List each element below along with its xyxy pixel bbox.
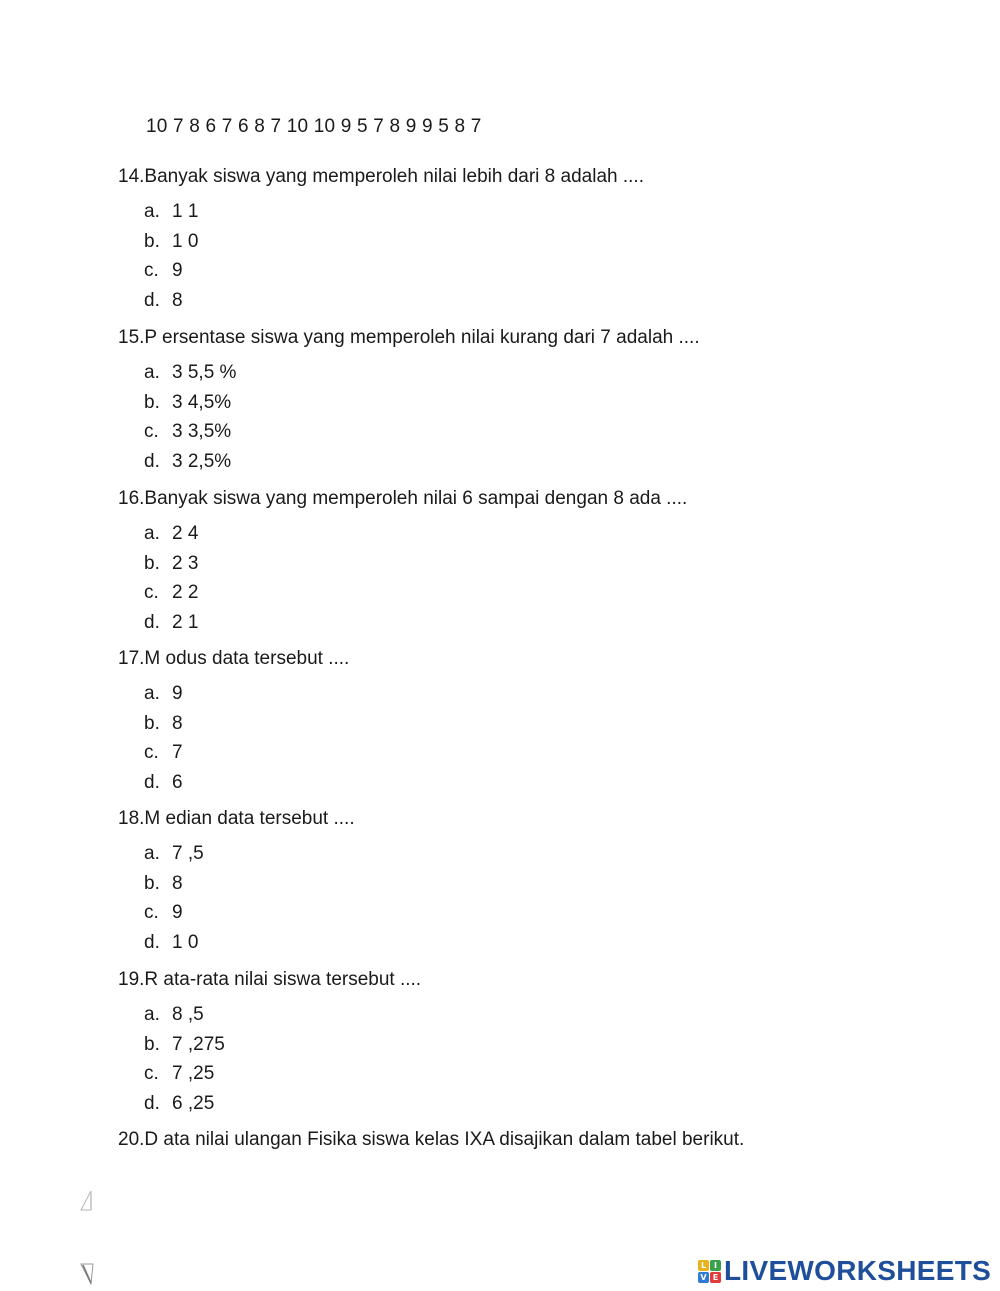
option-b[interactable]: b. 8	[118, 869, 918, 899]
data-values-line: 10 7 8 6 7 6 8 7 10 10 9 5 7 8 9 9 5 8 7	[146, 116, 482, 137]
question-number: 16.	[118, 488, 145, 509]
question-19	[118, 968, 918, 1118]
option-d[interactable]: d. 2 1	[118, 608, 918, 638]
option-b[interactable]: b. 3 4,5%	[118, 388, 918, 418]
option-text: 8	[172, 872, 183, 894]
option-text: 2 3	[172, 552, 199, 574]
page-corner-mark-icon	[80, 1190, 94, 1212]
option-text: 1 0	[172, 230, 199, 252]
question-text: M edian data tersebut ....	[144, 808, 355, 829]
page-corner-mark-icon	[80, 1263, 94, 1285]
question-text: Banyak siswa yang memperoleh nilai lebih dari 8 adalah ....	[144, 166, 644, 187]
option-b[interactable]: b. 2 3	[118, 549, 918, 579]
option-c[interactable]: c. 7	[118, 738, 918, 768]
options-list	[118, 679, 918, 797]
option-d[interactable]: d. 1 0	[118, 928, 918, 958]
option-text: 1 0	[172, 931, 199, 953]
question-number: 18.	[118, 808, 145, 829]
option-text: 3 5,5 %	[172, 362, 237, 383]
option-text: 7 ,275	[172, 1033, 225, 1055]
question-number: 20.	[118, 1129, 145, 1150]
question-number: 19.	[118, 969, 145, 990]
options-list	[118, 839, 918, 957]
option-a[interactable]: a. 1 1	[118, 197, 918, 227]
question-17	[118, 647, 918, 797]
option-d[interactable]: d. 6 ,25	[118, 1089, 918, 1119]
option-text: 3 3,5%	[172, 421, 232, 443]
option-text: 8	[172, 289, 183, 311]
option-text: 9	[172, 683, 183, 704]
question-number: 14.	[118, 166, 145, 187]
option-text: 3 4,5%	[172, 391, 232, 413]
option-a[interactable]: a. 8 ,5	[118, 1000, 918, 1030]
options-list	[118, 358, 918, 476]
option-a[interactable]: a. 7 ,5	[118, 839, 918, 869]
option-c[interactable]: c. 9	[118, 898, 918, 928]
question-text: R ata-rata nilai siswa tersebut ....	[144, 969, 422, 990]
options-list	[118, 197, 918, 315]
logo-text: LIVEWORKSHEETS	[724, 1255, 992, 1286]
question-16	[118, 487, 918, 637]
question-text: Banyak siswa yang memperoleh nilai 6 sampai dengan 8 ada ....	[144, 488, 688, 509]
option-text: 2 1	[172, 611, 199, 633]
option-text: 8	[172, 712, 183, 734]
question-15	[118, 326, 918, 476]
option-b[interactable]: b. 8	[118, 709, 918, 739]
option-text: 2 2	[172, 582, 199, 604]
question-20	[118, 1128, 918, 1152]
option-a[interactable]: a. 9	[118, 679, 918, 709]
option-d[interactable]: d. 8	[118, 286, 918, 316]
option-c[interactable]: c. 2 2	[118, 578, 918, 608]
option-text: 7	[172, 742, 183, 764]
option-text: 6 ,25	[172, 1092, 215, 1114]
option-text: 2 4	[172, 523, 199, 544]
option-b[interactable]: b. 7 ,275	[118, 1030, 918, 1060]
options-list	[118, 519, 918, 637]
liveworksheets-logo[interactable]	[698, 1255, 991, 1287]
option-text: 6	[172, 771, 183, 793]
option-a[interactable]: a. 3 5,5 %	[118, 358, 918, 388]
logo-blocks-icon: L I V E	[698, 1260, 721, 1283]
option-text: 9	[172, 260, 183, 282]
option-c[interactable]: c. 7 ,25	[118, 1059, 918, 1089]
option-c[interactable]: c. 3 3,5%	[118, 417, 918, 447]
option-text: 8 ,5	[172, 1004, 204, 1025]
question-number: 17.	[118, 648, 145, 669]
question-text: M odus data tersebut ....	[144, 648, 350, 669]
option-text: 7 ,25	[172, 1063, 215, 1085]
option-text: 3 2,5%	[172, 450, 232, 472]
question-number: 15.	[118, 327, 145, 348]
option-b[interactable]: b. 1 0	[118, 227, 918, 257]
options-list	[118, 1000, 918, 1118]
option-text: 9	[172, 902, 183, 924]
option-d[interactable]: d. 3 2,5%	[118, 447, 918, 477]
option-c[interactable]: c. 9	[118, 256, 918, 286]
option-text: 1 1	[172, 201, 199, 222]
question-14	[118, 165, 918, 315]
option-text: 7 ,5	[172, 843, 204, 864]
question-18	[118, 807, 918, 957]
option-a[interactable]: a. 2 4	[118, 519, 918, 549]
question-text: P ersentase siswa yang memperoleh nilai kurang dari 7 adalah ....	[144, 327, 700, 348]
option-d[interactable]: d. 6	[118, 768, 918, 798]
question-text: D ata nilai ulangan Fisika siswa kelas IXA disajikan dalam tabel berikut.	[144, 1129, 745, 1150]
